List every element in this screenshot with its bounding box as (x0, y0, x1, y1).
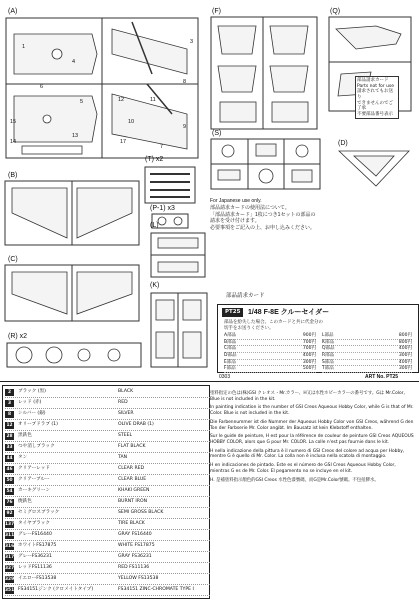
sprue-l-diagram (148, 230, 208, 280)
paint-name-jp: イエローFS13538 (18, 576, 57, 581)
note-es: H en indicaciones de pintado. Este es el número de GSI Creos Aqueous Hobby Color, mientras G es de Mr. Color. El pegamento no se incluye en el kit. (210, 463, 396, 474)
sprue-l-label: (L) (150, 222, 159, 229)
paint-number: 28 (6, 434, 13, 439)
paint-number: 2 (5, 389, 14, 396)
sprue-a-diagram (2, 14, 202, 162)
paint-name-en: WHITE FS17875 (118, 543, 155, 548)
card-item: E部品 300円 (224, 359, 316, 365)
paint-name-jp: タイヤブラック (18, 521, 50, 526)
paint-row (5, 399, 210, 409)
paint-number: 33 (6, 445, 13, 450)
card-line: 部品を紛失した場合、このカードと共に代金分の (224, 320, 323, 325)
sprue-c-label: (C) (8, 256, 18, 263)
paint-name-en: FS34151 ZINC-CHROMATE TYPE I (118, 587, 194, 592)
paint-number: 12 (6, 423, 13, 428)
card-item: K部品 800円 (322, 339, 412, 345)
japanese-use-only-block (210, 198, 415, 232)
paint-number: 46 (6, 467, 13, 472)
card-title: 1/48 F-8E クルーセイダー (248, 309, 330, 316)
paint-notes (210, 391, 415, 486)
jp-intro-line: 請求を受け付けます。 (210, 218, 260, 225)
note-en: In painting indication is the number of GSI Creos Aqueous Hobby Color, while G is that of Mr. Color. Blue is not included in the kit. (210, 405, 414, 417)
jp-intro-line: 部品請求カードの使用法について。 (210, 204, 290, 211)
part-num: 9 (183, 124, 187, 130)
paint-name-en: YELLOW FS13538 (118, 576, 159, 581)
paint-number: 317 (5, 555, 15, 560)
paint-name-en: GRAY FS36231 (118, 554, 152, 559)
sprue-b-diagram (2, 178, 142, 248)
paint-number: 54 (6, 489, 13, 494)
part-num: 14 (10, 139, 17, 145)
sprue-k-diagram (148, 290, 210, 370)
card-badge: PT25 (222, 308, 243, 317)
paint-name-jp: レッドFS11136 (18, 565, 52, 570)
card-item: R部品 300円 (322, 352, 412, 358)
paint-name-jp: クリアーブルー (18, 477, 50, 482)
paint-name-jp: つや消しブラック (18, 444, 55, 449)
sprue-p1-label: (P-1) x3 (150, 205, 175, 212)
sprue-s-label: (S) (212, 130, 222, 137)
note-line: Parts not for use (357, 83, 395, 89)
parts-order-card[interactable] (217, 304, 419, 373)
part-num: 3 (190, 39, 194, 45)
paint-name-jp: ホワイトFS17875 (18, 543, 57, 548)
sprue-c-diagram (2, 262, 142, 324)
paint-name-en: TAN (118, 455, 128, 460)
note-line: 不要部品番号表示 (357, 111, 393, 117)
paint-row (5, 454, 210, 464)
sprue-s-diagram (208, 136, 323, 192)
card-item: A部品 900円 (224, 333, 316, 338)
paint-row (5, 509, 210, 519)
paint-name-jp: セミグロスブラック (18, 510, 60, 515)
part-num: 17 (120, 139, 127, 145)
paint-name-jp: シルバー (銀) (18, 411, 46, 416)
note-line: 部品請求カード (357, 78, 389, 83)
sprue-r-diagram (4, 340, 144, 370)
part-num: 13 (72, 133, 79, 139)
paint-name-jp: カーキグリーン (18, 488, 51, 493)
paint-name-jp: ブラック (黒) (18, 389, 46, 394)
sprue-f-label: (F) (212, 8, 221, 15)
paint-name-en: SILVER (118, 411, 134, 416)
paint-row (5, 553, 210, 563)
paint-name-en: SEMI GROSS BLACK (118, 510, 164, 515)
paint-name-en: FLAT BLACK (118, 444, 146, 449)
paint-name-en: BURNT IRON (118, 499, 148, 504)
card-code: 0303 (219, 374, 231, 380)
paint-name-jp: FS34151ジンク (クロメイトタイプ) (18, 587, 94, 592)
japanese-use-only-heading: For Japanese use only. (210, 198, 262, 204)
paint-name-jp: 焼鉄色 (18, 499, 32, 504)
note-zh: H. 是補塗料指示顏色的GSI Creos 水性色漆號碼，而G是Mr.Color號碼。不包括膠水。 (210, 477, 379, 483)
paint-name-en: RED (118, 400, 128, 405)
jp-intro-line: 「部品請求カード」1枚につき1セットの部品の (210, 211, 316, 218)
sprue-b-label: (B) (8, 172, 18, 179)
paint-name-jp: レッド (赤) (18, 400, 42, 405)
sprue-t-label: (T) x2 (145, 156, 164, 163)
sprue-t-diagram (142, 164, 198, 206)
paint-row (5, 575, 210, 585)
paint-row (5, 421, 210, 431)
paint-name-en: OLIVE DRAB (1) (118, 422, 154, 427)
paint-row (5, 542, 210, 552)
paint-name-jp: オリーブドラブ (1) (18, 422, 58, 427)
paint-row (5, 498, 210, 508)
part-num: 15 (10, 119, 17, 125)
card-item: B部品 700円 (224, 339, 316, 345)
paint-number: 316 (5, 544, 15, 549)
paint-number: 311 (5, 533, 15, 538)
sprue-d-label: (D) (338, 140, 348, 147)
paint-name-jp: クリアーレッド (18, 466, 50, 471)
paint-row (5, 586, 210, 596)
paint-row (5, 388, 210, 398)
card-item: Q部品 400円 (322, 346, 412, 352)
paint-name-en: CLEAR BLUE (118, 477, 147, 482)
paint-number: 50 (6, 478, 13, 483)
paint-name-jp: タン (18, 455, 28, 460)
sprue-d-diagram (334, 146, 414, 192)
paint-number: 92 (6, 511, 13, 516)
part-num: 7 (160, 144, 164, 150)
part-num: 12 (118, 97, 125, 103)
sprue-k-label: (K) (150, 282, 160, 289)
paint-name-en: KHAKI GREEN (118, 488, 150, 493)
paint-row (5, 410, 210, 420)
card-header: 部品請求カード (226, 293, 265, 299)
part-num: 8 (183, 79, 187, 85)
paint-number: 327 (5, 566, 15, 571)
card-art-no: ART No. PT25 (365, 374, 399, 380)
paint-name-en: BLACK (118, 389, 134, 394)
part-num: 11 (150, 97, 156, 103)
paint-table (2, 385, 210, 599)
card-item: S部品 400円 (322, 359, 412, 365)
paint-number: 76 (6, 500, 13, 505)
card-item: C部品 700円 (224, 346, 316, 352)
card-line: 切手をお送りください。 (224, 326, 274, 331)
sprue-q-label: (Q) (330, 8, 341, 15)
card-item: D部品 400円 (224, 352, 316, 358)
paint-name-en: CLEAR RED (118, 466, 145, 471)
paint-row (5, 564, 210, 574)
part-num: 4 (72, 59, 76, 65)
paint-number: 8 (5, 411, 14, 418)
card-item: F部品 500円 (224, 366, 316, 372)
paint-name-en: RED FS11136 (118, 565, 150, 570)
sprue-f-diagram (208, 14, 320, 132)
note-jp: 塗料指定の色は(株)GSI クレオス・Mr.カラー、H又は水性ホビーカラーの番号です。Gは Mr.Color, Blue is not included in the kit. (210, 391, 405, 402)
paint-row (5, 476, 210, 486)
paint-row (5, 531, 210, 541)
paint-row (5, 443, 210, 453)
paint-number: 3 (5, 400, 14, 407)
paint-row (5, 432, 210, 442)
paint-number: 351 (5, 588, 15, 593)
paint-name-jp: グレーFS16440 (18, 532, 52, 537)
paint-row (5, 487, 210, 497)
part-num: 6 (40, 84, 44, 90)
card-items-left (224, 333, 316, 373)
sprue-a-label: (A) (8, 8, 18, 15)
card-items-right (322, 333, 412, 373)
paint-row (5, 520, 210, 530)
paint-number: 137 (5, 522, 15, 527)
paint-name-en: TIRE BLACK (118, 521, 145, 526)
note-line: 請求されてもお送り (357, 89, 393, 100)
sprue-r-label: (R) x2 (8, 333, 28, 340)
paint-number: 329 (5, 577, 15, 582)
paint-row (5, 465, 210, 475)
paint-name-jp: グレーFS36231 (18, 554, 52, 559)
note-de: Die Farbennummer ist die Nummer der Aqueous Hobby Color von GSI Creos, während G den Ton der Farbserie Mr. Color angibt. Im Bausatz ist kein Klebstoff enthalten. (210, 419, 414, 431)
paint-name-en: STEEL (118, 433, 133, 438)
card-item: T部品 300円 (322, 366, 412, 372)
note-line: できませんのでご了承 (357, 100, 393, 112)
paint-name-jp: 黒鉄色 (18, 433, 32, 438)
jp-intro-line: 必要事項をご記入の上、お申し込みください。 (210, 225, 316, 231)
part-num: 1 (22, 44, 26, 50)
note-it: H nella indicazione della pittura è il numero di GSI Creos del colore ad acqua per Hobby, mentre G è quello di Mr. Color. La colla non è inclusa nella scatola di montaggio. (210, 448, 405, 460)
paint-name-en: GRAY FS16440 (118, 532, 152, 537)
part-num: 10 (128, 119, 135, 125)
note-fr: Sur le guide de peinture, H est pour la référence de couleur de peinture GSI Creos AQUEOUS HOBBY COLOR, alors que G pour Mr. COLOR. La colle n'est pas fournie dans le kit. (210, 434, 414, 446)
divider (0, 381, 419, 382)
paint-number: 44 (6, 456, 13, 461)
card-item: L部品 800円 (322, 333, 412, 338)
part-num: 5 (80, 99, 84, 105)
parts-not-for-use-note (355, 76, 399, 119)
